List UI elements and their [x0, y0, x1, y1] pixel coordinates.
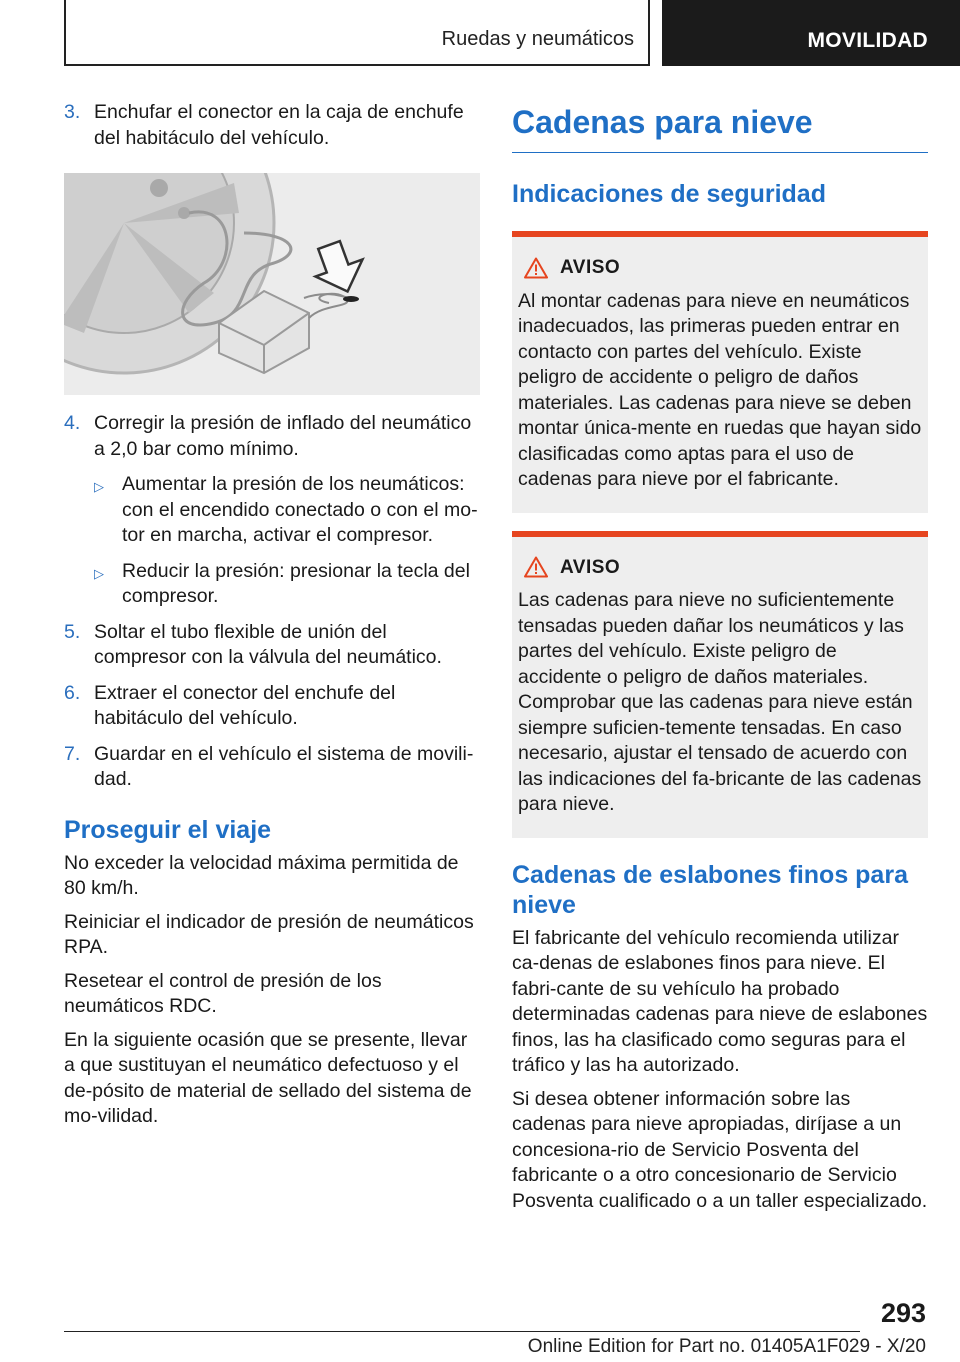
- page-number: 293: [880, 1298, 926, 1328]
- warning-triangle-icon: [524, 257, 548, 279]
- step-item: [64, 411, 480, 462]
- step-item: [64, 742, 480, 793]
- footer-edition-text: Online Edition for Part no. 01405A1F029 - X/20: [527, 1336, 926, 1357]
- header-section-box: [64, 0, 650, 66]
- body-paragraph: Reiniciar el indicador de presión de neumáticos RPA.: [64, 910, 474, 958]
- warning-header: [518, 255, 922, 281]
- step-text: Extraer el conector del enchufe del habitáculo del vehículo.: [94, 681, 396, 729]
- footer-divider: [64, 1331, 860, 1332]
- body-paragraph: Si desea obtener información sobre las cadenas para nieve apropiadas, diríjase a un concesiona-rio de Servicio Posventa del fabricante o a otro concesionario de Servicio Posventa cualificado o a un taller especializado.: [512, 1087, 928, 1212]
- bullet-text: Reducir la presión: presionar la tecla del compresor.: [122, 559, 470, 607]
- body-paragraph: En la siguiente ocasión que se presente, llevar a que sustituyan el neumático defectuoso y el de-pósito de material de sellado del sistema de mo-vilidad.: [64, 1028, 472, 1127]
- header-chapter-tab: [662, 0, 960, 66]
- bullet-item: [94, 472, 480, 549]
- bullet-triangle-icon: ▷: [94, 565, 104, 581]
- warning-triangle-icon: [524, 556, 548, 578]
- left-column: [64, 100, 480, 1138]
- step-number: 4.: [64, 412, 81, 434]
- section-heading-proseguir: Proseguir el viaje: [64, 815, 272, 844]
- step-text: Soltar el tubo flexible de unión del compresor con la válvula del neumático.: [94, 620, 442, 668]
- warning-text: Al montar cadenas para nieve en neumáticos inadecuados, las primeras pueden entrar en contacto con partes del vehículo. Existe peligro de accidente o peligro de daños materiales. Las cadenas para nieve se deben montar única-mente en ruedas que hayan sido clasificadas como aptas para el uso de cadenas para nieve por el fabricante.: [518, 289, 922, 490]
- subsection-heading-seguridad: Indicaciones de seguridad: [512, 180, 826, 208]
- step-number: 7.: [64, 742, 81, 765]
- warning-box: [512, 231, 928, 513]
- bullet-triangle-icon: ▷: [94, 479, 104, 494]
- right-column: [512, 100, 928, 1222]
- compressor-figure-svg: [64, 173, 480, 395]
- header-chapter-label: MOVILIDAD: [807, 29, 928, 52]
- section-heading-eslabones: Cadenas de eslabones finos para nieve: [512, 860, 908, 919]
- step-item: [64, 620, 480, 671]
- step-number: 3.: [64, 101, 81, 123]
- warning-label: AVISO: [560, 257, 621, 278]
- body-paragraph: No exceder la velocidad máxima permitida de 80 km/h.: [64, 851, 459, 899]
- bullet-text: Aumentar la presión de los neumáticos: con el encendido conectado o con el mo-tor en marcha, activar el compresor.: [122, 473, 478, 546]
- step-item: [64, 100, 480, 151]
- warning-box: [512, 531, 928, 838]
- warning-text: Las cadenas para nieve no suficientemente tensadas pueden dañar los neumáticos y las partes del vehículo. Existe peligro de accidente o peligro de daños materiales. Comprobar que las cadenas para nieve están siempre suficien-temente tensadas. En caso necesario, ajustar el tensado de acuerdo con las indicaciones del fa-bricante de las cadenas para nieve.: [518, 589, 922, 815]
- compressor-plug-illustration: [64, 173, 480, 395]
- body-paragraph: El fabricante del vehículo recomienda utilizar ca-denas de eslabones finos para nieve. El fabri-cante de su vehículo ha probado determinadas cadenas para nieve de eslabones finos, las ha clasificado como seguras para el tráfico y las ha autorizado.: [512, 926, 928, 1076]
- warning-header: [518, 555, 922, 581]
- step-text: Corregir la presión de inflado del neumático a 2,0 bar como mínimo.: [94, 412, 472, 460]
- step-number: 5.: [64, 620, 81, 643]
- header-section-title: Ruedas y neumáticos: [441, 28, 634, 50]
- step-text: Enchufar el conector en la caja de enchufe del habitáculo del vehículo.: [94, 101, 464, 149]
- warning-label: AVISO: [560, 556, 621, 578]
- page-title: Cadenas para nieve: [512, 100, 928, 153]
- bullet-item: [94, 559, 480, 610]
- step-number: 6.: [64, 681, 81, 704]
- step-item: [64, 681, 480, 732]
- body-paragraph: Resetear el control de presión de los neumáticos RDC.: [64, 969, 382, 1017]
- step-text: Guardar en el vehículo el sistema de movili-dad.: [94, 742, 474, 790]
